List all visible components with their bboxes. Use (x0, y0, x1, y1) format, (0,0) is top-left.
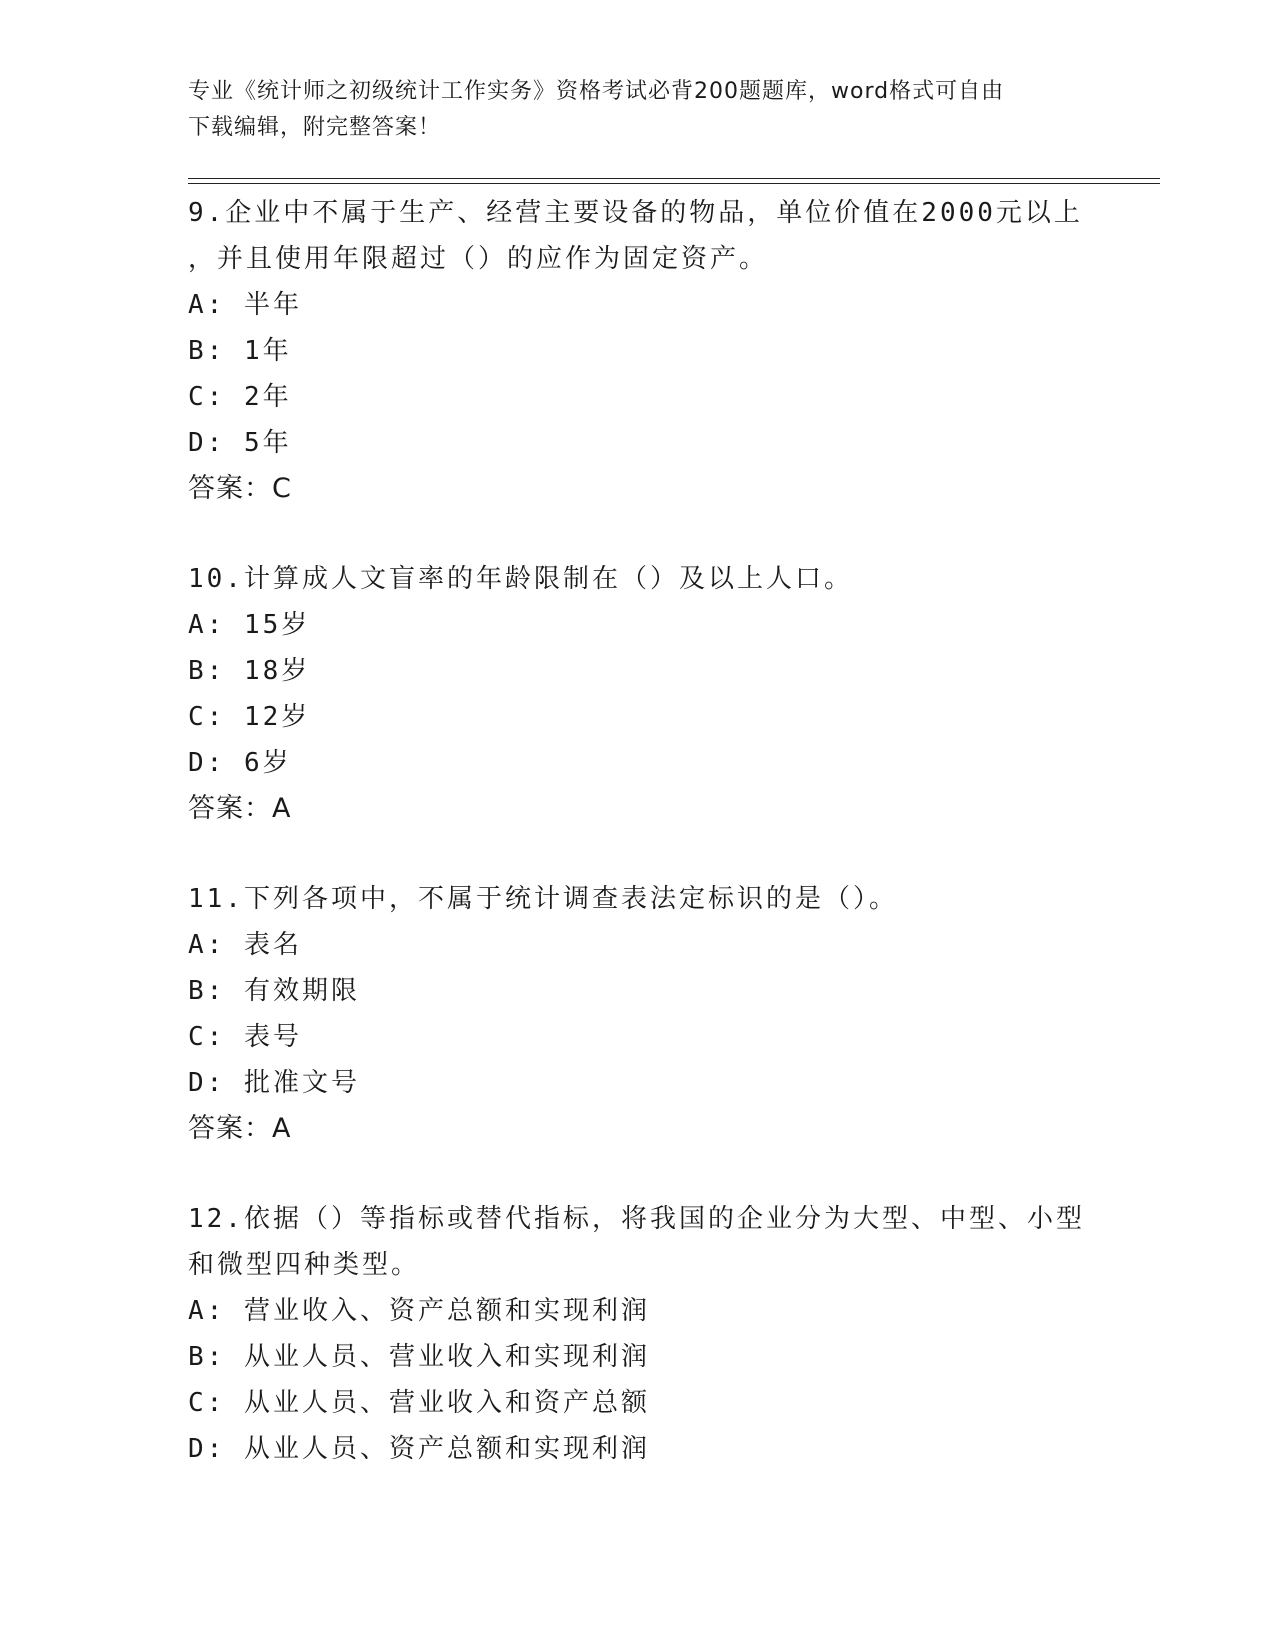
option-c: C: 12岁 (188, 702, 311, 732)
answer: 答案：A (188, 1113, 292, 1144)
option-d: D: 5年 (188, 428, 292, 458)
header-line-1: 专业《统计师之初级统计工作实务》资格考试必背200题题库，word格式可自由 (188, 79, 1005, 104)
option-b: B: 有效期限 (188, 976, 360, 1006)
option-d: D: 6岁 (188, 748, 292, 778)
header-divider-top (188, 178, 1160, 179)
option-d: D: 从业人员、资产总额和实现利润 (188, 1434, 650, 1464)
question-stem: 9.企业中不属于生产、经营主要设备的物品，单位价值在2000元以上 (188, 198, 1083, 228)
question-11 (188, 876, 1088, 1152)
question-10 (188, 556, 1088, 832)
option-b: B: 1年 (188, 336, 292, 366)
option-a: A: 表名 (188, 930, 302, 960)
option-b: B: 18岁 (188, 656, 311, 686)
document-header (188, 74, 1088, 146)
question-stem: 12.依据（）等指标或替代指标，将我国的企业分为大型、中型、小型 (188, 1204, 1085, 1234)
option-d: D: 批准文号 (188, 1068, 360, 1098)
option-a: A: 半年 (188, 290, 302, 320)
answer: 答案：A (188, 793, 292, 824)
header-line-2: 下载编辑，附完整答案！ (188, 115, 442, 140)
option-c: C: 从业人员、营业收入和资产总额 (188, 1388, 650, 1418)
answer: 答案：C (188, 473, 292, 504)
question-12 (188, 1196, 1088, 1472)
option-b: B: 从业人员、营业收入和实现利润 (188, 1342, 650, 1372)
question-stem: 11.下列各项中，不属于统计调查表法定标识的是（）。 (188, 884, 898, 914)
header-divider-bottom (188, 183, 1160, 184)
option-c: C: 2年 (188, 382, 292, 412)
option-a: A: 15岁 (188, 610, 311, 640)
question-stem-continued: 和微型四种类型。 (188, 1250, 421, 1280)
option-a: A: 营业收入、资产总额和实现利润 (188, 1296, 650, 1326)
question-list (188, 190, 1088, 1516)
question-stem-continued: ，并且使用年限超过（）的应作为固定资产。 (188, 244, 769, 274)
question-stem: 10.计算成人文盲率的年龄限制在（）及以上人口。 (188, 564, 853, 594)
option-c: C: 表号 (188, 1022, 302, 1052)
question-9 (188, 190, 1088, 512)
